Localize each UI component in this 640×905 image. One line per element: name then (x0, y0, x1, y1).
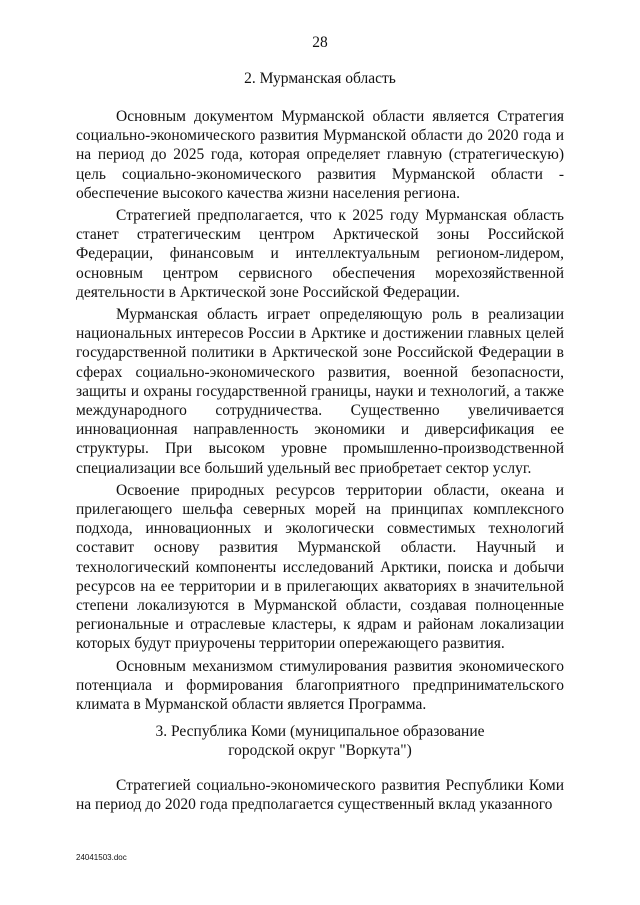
section-body-komi (76, 776, 564, 817)
section-heading-murmansk: 2. Мурманская область (244, 70, 396, 87)
section-heading-komi-line1: 3. Республика Коми (муниципальное образование (155, 723, 485, 740)
paragraph: Мурманская область играет определяющую роль в реализации национальных интересов России в Арктике и достижении главных целей государственной политики в Арктической зоне Российской Федерации в сферах социально-экономического развития, военной безопасности, защиты и охраны государственной границы, науки и технологий, а также международного сотрудничества. Существенно увеличивается инновационная направленность экономики и диверсификация ее структуры. При высоком уровне промышленно-производственной специализации все больший удельный вес приобретает сектор услуг. (76, 306, 564, 477)
section-heading-komi (0, 722, 640, 760)
section-body-murmansk (76, 107, 564, 717)
paragraph: Стратегией социально-экономического развития Республики Коми на период до 2020 года предполагается существенный вклад указанного (76, 777, 564, 814)
section-heading-komi-line2: городской округ "Воркута") (228, 742, 412, 759)
paragraph: Стратегией предполагается, что к 2025 году Мурманская область станет стратегическим центром Арктической зоны Российской Федерации, финансовым и интеллектуальным регионом-лидером, основным центром сервисного обеспечения морехозяйственной деятельности в Арктической зоне Российской Федерации. (76, 207, 564, 301)
page-number: 28 (312, 34, 328, 51)
paragraph: Освоение природных ресурсов территории области, океана и прилегающего шельфа северных морей на принципах комплексного подхода, инновационных и экологически совместимых технологий составит основу развития Мурманской области. Научный и технологический компоненты исследований Арктики, поиска и добычи ресурсов на ее территории и в прилегающих акваториях в значительной степени локализуются в Мурманской области, создавая полноценные региональные и отраслевые кластеры, к ядрам и районам локализации которых будут приурочены территории опережающего развития. (76, 481, 564, 653)
paragraph: Основным механизмом стимулирования развития экономического потенциала и формирования благоприятного предпринимательского климата в Мурманской области является Программа. (76, 657, 564, 714)
paragraph: Основным документом Мурманской области является Стратегия социально-экономического развития Мурманской области до 2020 года и на период до 2025 года, которая определяет главную (стратегическую) цель социально-экономического развития Мурманской области - обеспечение высокого качества жизни населения региона. (76, 108, 564, 202)
document-filename: 24041503.doc (76, 853, 127, 862)
